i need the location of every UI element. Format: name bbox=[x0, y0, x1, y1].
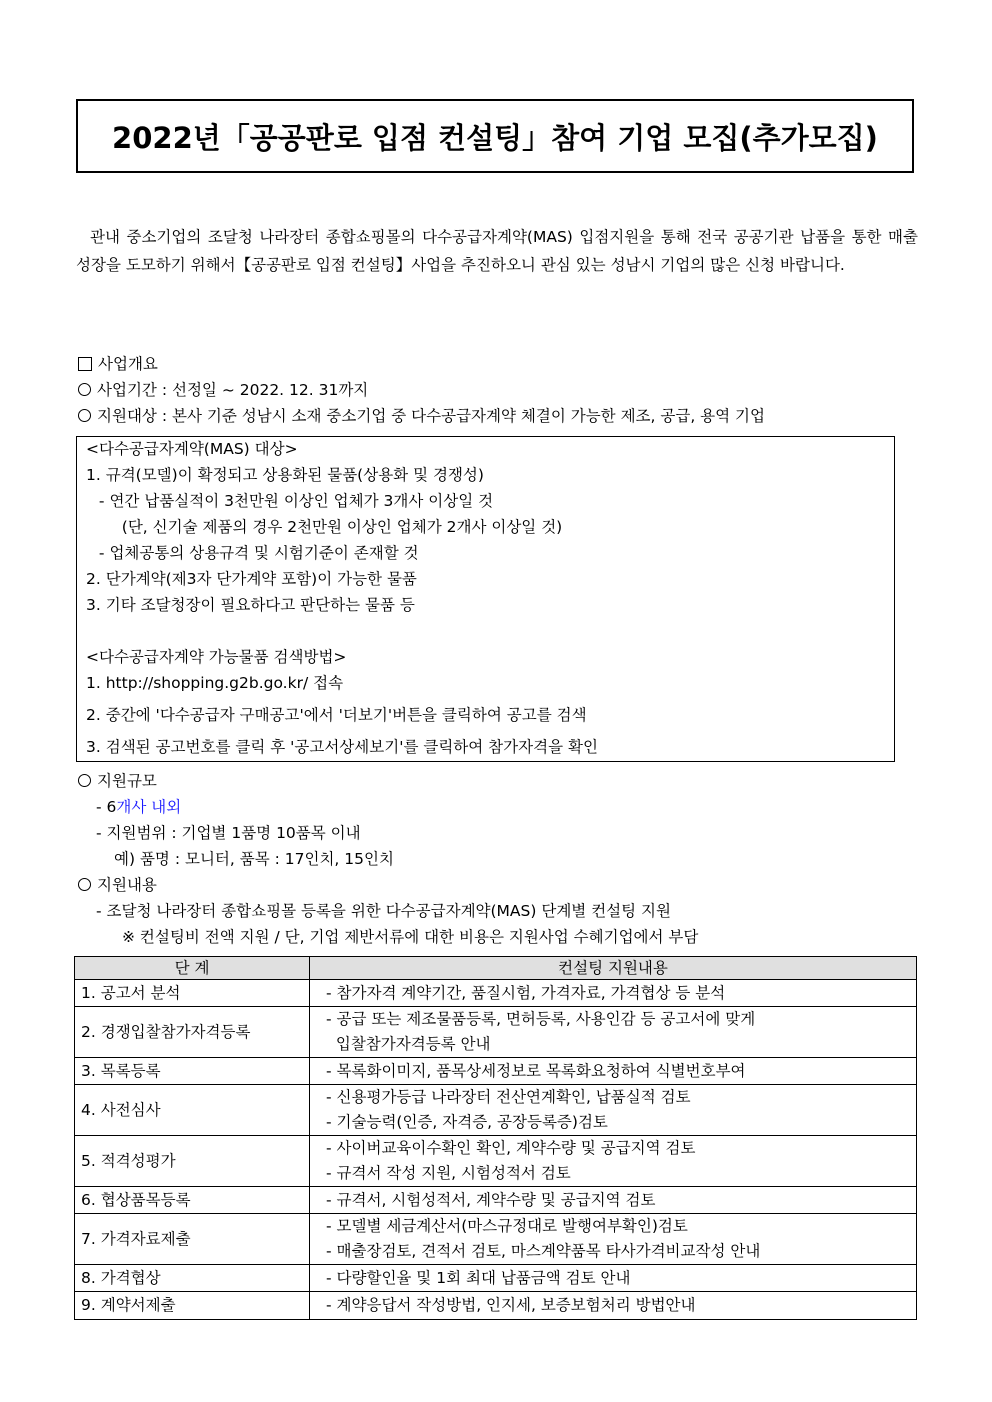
consulting-steps-table bbox=[74, 956, 917, 1320]
overview-heading: 사업개요 bbox=[78, 353, 158, 375]
step-cell: 8. 가격협상 bbox=[75, 1265, 310, 1292]
mas-line: - 업체공통의 상용규격 및 시험기준이 존재할 것 bbox=[94, 544, 419, 562]
scale-count: - 6개사 내외 bbox=[96, 798, 182, 816]
overview-period: 사업기간 : 선정일 ~ 2022. 12. 31까지 bbox=[78, 379, 368, 401]
detail-line: - 모델별 세금계산서(마스규정대로 발행여부확인)검토 bbox=[326, 1217, 688, 1235]
mas-line: <다수공급자계약 가능물품 검색방법> bbox=[86, 648, 347, 666]
circle-bullet-icon bbox=[78, 383, 91, 396]
table-header-cell: 단 계 bbox=[75, 957, 310, 980]
detail-cell bbox=[310, 1007, 917, 1058]
table-row bbox=[75, 1136, 917, 1187]
mas-line: 1. 규격(모델)이 확정되고 상용화된 물품(상용화 및 경쟁성) bbox=[86, 466, 484, 484]
content-desc: - 조달청 나라장터 종합쇼핑몰 등록을 위한 다수공급자계약(MAS) 단계별 컨설팅 지원 bbox=[96, 902, 671, 920]
scale-heading: 지원규모 bbox=[78, 770, 157, 792]
detail-cell bbox=[310, 1085, 917, 1136]
scale-range: - 지원범위 : 기업별 1품명 10품목 이내 bbox=[96, 824, 361, 842]
detail-line: - 참가자격 계약기간, 품질시험, 가격자료, 가격협상 등 분석 bbox=[326, 983, 726, 1002]
table-row bbox=[75, 1214, 917, 1265]
detail-line: - 공급 또는 제조물품등록, 면허등록, 사용인감 등 공고서에 맞게 bbox=[326, 1010, 756, 1028]
mas-line: 1. http://shopping.g2b.go.kr/ 접속 bbox=[86, 674, 344, 692]
table-row bbox=[75, 980, 917, 1007]
mas-line: 3. 검색된 공고번호를 클릭 후 '공고서상세보기'를 클릭하여 참가자격을 확인 bbox=[86, 738, 598, 756]
step-cell: 4. 사전심사 bbox=[75, 1085, 310, 1136]
step-cell: 1. 공고서 분석 bbox=[75, 980, 310, 1007]
detail-line: - 규격서, 시험성적서, 계약수량 및 공급지역 검토 bbox=[326, 1190, 656, 1209]
overview-section bbox=[78, 353, 918, 433]
detail-cell bbox=[310, 1136, 917, 1187]
detail-cell bbox=[310, 1214, 917, 1265]
table-row bbox=[75, 1007, 917, 1058]
step-cell: 5. 적격성평가 bbox=[75, 1136, 310, 1187]
detail-line: - 계약응답서 작성방법, 인지세, 보증보험처리 방법안내 bbox=[326, 1296, 696, 1314]
detail-cell bbox=[310, 1187, 917, 1214]
table-row bbox=[75, 1187, 917, 1214]
table-header-row bbox=[75, 957, 917, 980]
detail-line: - 규격서 작성 지원, 시험성적서 검토 bbox=[326, 1164, 571, 1182]
detail-line: - 목록화이미지, 품목상세정보로 목록화요청하여 식별번호부여 bbox=[326, 1061, 746, 1080]
title-box bbox=[76, 99, 914, 173]
content-heading: 지원내용 bbox=[78, 874, 157, 896]
detail-cell bbox=[310, 980, 917, 1007]
circle-bullet-icon bbox=[78, 774, 91, 787]
mas-info-box bbox=[76, 436, 895, 762]
mas-line: 2. 단가계약(제3자 단가계약 포함)이 가능한 물품 bbox=[86, 570, 417, 588]
mas-line: <다수공급자계약(MAS) 대상> bbox=[86, 440, 298, 458]
mas-line: - 연간 납품실적이 3천만원 이상인 업체가 3개사 이상일 것 bbox=[94, 492, 494, 510]
intro-paragraph: 관내 중소기업의 조달청 나라장터 종합쇼핑몰의 다수공급자계약(MAS) 입점지원을 통해 전국 공공기관 납품을 통한 매출 성장을 도모하기 위해서【공공판로 입점 컨설팅】사업을 추진하오니 관심 있는 성남시 기업의 많은 신청 바랍니다. bbox=[76, 228, 918, 274]
step-cell: 3. 목록등록 bbox=[75, 1058, 310, 1085]
table-row bbox=[75, 1265, 917, 1292]
detail-line: - 다량할인율 및 1회 최대 납품금액 검토 안내 bbox=[326, 1268, 631, 1287]
detail-cell bbox=[310, 1058, 917, 1085]
page-title: 2022년「공공판로 입점 컨설팅」참여 기업 모집(추가모집) bbox=[112, 120, 878, 155]
detail-line: - 기술능력(인증, 자격증, 공장등록증)검토 bbox=[326, 1113, 608, 1131]
scale-example: 예) 품명 : 모니터, 품목 : 17인치, 15인치 bbox=[114, 850, 394, 868]
detail-line: - 사이버교육이수확인 확인, 계약수량 및 공급지역 검토 bbox=[326, 1139, 696, 1157]
content-note: ※ 컨설팅비 전액 지원 / 단, 기업 제반서류에 대한 비용은 지원사업 수혜기업에서 부담 bbox=[122, 928, 699, 946]
mas-line: 2. 중간에 '다수공급자 구매공고'에서 '더보기'버튼을 클릭하여 공고를 검색 bbox=[86, 706, 587, 724]
mas-line: 3. 기타 조달청장이 필요하다고 판단하는 물품 등 bbox=[86, 596, 415, 614]
step-cell: 6. 협상품목등록 bbox=[75, 1187, 310, 1214]
step-cell: 9. 계약서제출 bbox=[75, 1292, 310, 1320]
circle-bullet-icon bbox=[78, 878, 91, 891]
detail-cell bbox=[310, 1265, 917, 1292]
table-header-cell: 컨설팅 지원내용 bbox=[310, 957, 917, 980]
detail-line: - 신용평가등급 나라장터 전산연계확인, 납품실적 검토 bbox=[326, 1088, 691, 1106]
circle-bullet-icon bbox=[78, 409, 91, 422]
detail-cell bbox=[310, 1292, 917, 1320]
mas-line: (단, 신기술 제품의 경우 2천만원 이상인 업체가 2개사 이상일 것) bbox=[107, 518, 563, 536]
table-row bbox=[75, 1085, 917, 1136]
step-cell: 7. 가격자료제출 bbox=[75, 1214, 310, 1265]
overview-target: 지원대상 : 본사 기준 성남시 소재 중소기업 중 다수공급자계약 체결이 가능한 제조, 공급, 용역 기업 bbox=[78, 405, 765, 427]
scale-section bbox=[78, 770, 918, 950]
step-cell: 2. 경쟁입찰참가자격등록 bbox=[75, 1007, 310, 1058]
table-row bbox=[75, 1292, 917, 1320]
detail-line: - 매출장검토, 견적서 검토, 마스계약품목 타사가격비교작성 안내 bbox=[326, 1242, 761, 1260]
detail-line: 입찰참가자격등록 안내 bbox=[326, 1035, 491, 1053]
table-row bbox=[75, 1058, 917, 1085]
checkbox-square-icon bbox=[78, 357, 92, 371]
